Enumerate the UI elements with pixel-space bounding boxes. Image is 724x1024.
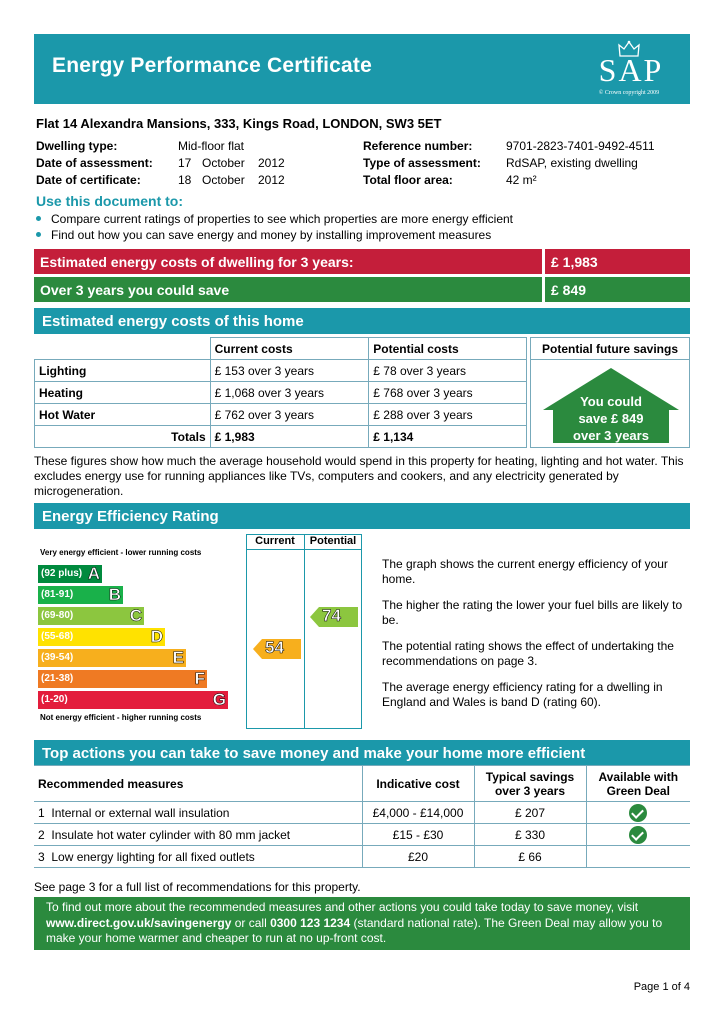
- date-assessment-label: Date of assessment:: [36, 156, 153, 170]
- rating-band-f: (21-38) F: [38, 670, 207, 688]
- page-title: Energy Performance Certificate: [52, 54, 372, 77]
- date-certificate-month: October: [202, 173, 245, 187]
- date-assessment-year: 2012: [258, 156, 285, 170]
- table-row: Lighting £ 153 over 3 years £ 78 over 3 years: [35, 360, 527, 382]
- list-item: Find out how you can save energy and money by installing improvement measures: [36, 228, 491, 242]
- col-indicative-cost: Indicative cost: [362, 766, 474, 802]
- potential-rating-arrow: [310, 607, 358, 627]
- list-item: Compare current ratings of properties to see which properties are more energy efficient: [36, 212, 513, 226]
- savings-arrow-text: You could save £ 849 over 3 years: [573, 394, 649, 443]
- rating-band-c: (69-80) C: [38, 607, 144, 625]
- table-row: 1 Internal or external wall insulation £4,000 - £14,000 £ 207: [34, 802, 690, 824]
- reference-label: Reference number:: [363, 139, 473, 153]
- reference-value: 9701-2823-7401-9492-4511: [506, 139, 655, 153]
- col-measures: Recommended measures: [34, 766, 362, 802]
- efficiency-text-4: The average energy efficiency rating for a dwelling in England and Wales is band D (rating 60).: [382, 680, 663, 709]
- efficiency-text-2: The higher the rating the lower your fuel bills are likely to be.: [382, 598, 683, 627]
- efficiency-heading: Energy Efficiency Rating: [34, 503, 690, 529]
- assessment-type-value: RdSAP, existing dwelling: [506, 156, 638, 170]
- dwelling-type-value: Mid-floor flat: [178, 139, 245, 153]
- bullet-icon: [36, 216, 41, 221]
- date-certificate-year: 2012: [258, 173, 285, 187]
- col-current-costs: Current costs: [210, 338, 369, 360]
- col-typical-savings: Typical savings over 3 years: [474, 766, 586, 802]
- actions-table: [34, 765, 690, 868]
- table-row: 2 Insulate hot water cylinder with 80 mm jacket £15 - £30 £ 330: [34, 824, 690, 846]
- rating-band-a: (92 plus) A: [38, 565, 102, 583]
- col-future-savings: Potential future savings: [531, 338, 689, 360]
- col-potential-costs: Potential costs: [369, 338, 527, 360]
- totals-potential: £ 1,134: [369, 426, 527, 448]
- sap-logo: [584, 38, 674, 100]
- floor-area-value: 42 m²: [506, 173, 537, 187]
- costs-note: These figures show how much the average household would spend in this property for heating, lighting and hot water. This excludes energy use for running appliances like TVs, computers and cookers, and any electricity generated by microgeneration.: [34, 454, 684, 498]
- rating-band-e: (39-54) E: [38, 649, 186, 667]
- green-deal-check-icon: [629, 804, 647, 822]
- costs-table: [34, 337, 527, 448]
- totals-current: £ 1,983: [210, 426, 369, 448]
- crown-copyright: © Crown copyright 2009: [598, 90, 660, 96]
- floor-area-label: Total floor area:: [363, 173, 453, 187]
- totals-label: Totals: [35, 426, 211, 448]
- page-number: Page 1 of 4: [633, 981, 690, 993]
- efficiency-chart: [34, 534, 362, 729]
- date-certificate-label: Date of certificate:: [36, 173, 141, 187]
- table-row: 3 Low energy lighting for all fixed outlets £20 £ 66: [34, 846, 690, 868]
- green-deal-check-icon: [629, 826, 647, 844]
- col-green-deal: Available with Green Deal: [586, 766, 690, 802]
- see-more-note: See page 3 for a full list of recommendations for this property.: [34, 880, 361, 894]
- rating-band-g: (1-20) G: [38, 691, 228, 709]
- sap-logo-text: SAP: [598, 52, 664, 88]
- table-row: Heating £ 1,068 over 3 years £ 768 over 3 years: [35, 382, 527, 404]
- table-row: [34, 766, 690, 802]
- table-row: Hot Water £ 762 over 3 years £ 288 over 3 years: [35, 404, 527, 426]
- col-current-rating: Current: [255, 535, 295, 547]
- phone-number: 0300 123 1234: [270, 915, 351, 930]
- rating-band-b: (81-91) B: [38, 586, 123, 604]
- actions-heading: Top actions you can take to save money and make your home more efficient: [34, 740, 690, 766]
- current-rating-arrow: [253, 639, 301, 659]
- use-document-title: Use this document to:: [36, 193, 184, 209]
- table-row: [35, 338, 527, 360]
- efficiency-text-1: The graph shows the current energy efficiency of your home.: [382, 557, 668, 586]
- dwelling-type-label: Dwelling type:: [36, 139, 118, 153]
- potential-rating-value: 74: [322, 606, 341, 625]
- estimated-cost-bar: Estimated energy costs of dwelling for 3 years:: [34, 249, 542, 274]
- col-potential-rating: Potential: [309, 535, 357, 547]
- info-box: To find out more about the recommended measures and other actions you could take today to save money, visit www.direct.gov.uk/savingenergy or call 0300 123 1234 (standard national rate). The Green Deal may allow you to make your home warmer and cheaper to run at no up-front cost.: [34, 897, 690, 950]
- inefficient-label: Not energy efficient - higher running costs: [40, 713, 202, 722]
- assessment-type-label: Type of assessment:: [363, 156, 481, 170]
- efficiency-text-3: The potential rating shows the effect of undertaking the recommendations on page 3.: [382, 639, 674, 668]
- efficient-label: Very energy efficient - lower running costs: [40, 548, 202, 557]
- date-certificate-day: 18: [178, 173, 192, 187]
- date-assessment-month: October: [202, 156, 245, 170]
- bullet-icon: [36, 232, 41, 237]
- table-row: [35, 426, 527, 448]
- property-address: Flat 14 Alexandra Mansions, 333, Kings Road, LONDON, SW3 5ET: [36, 116, 442, 131]
- date-assessment-day: 17: [178, 156, 192, 170]
- savingenergy-link[interactable]: www.direct.gov.uk/savingenergy: [46, 915, 232, 930]
- future-savings-box: [530, 337, 690, 448]
- current-rating-value: 54: [265, 638, 284, 657]
- estimated-cost-value: £ 1,983: [545, 249, 690, 274]
- saving-bar: Over 3 years you could save: [34, 277, 542, 302]
- certificate-header: [34, 34, 690, 104]
- costs-heading: Estimated energy costs of this home: [34, 308, 690, 334]
- saving-value: £ 849: [545, 277, 690, 302]
- rating-band-d: (55-68) D: [38, 628, 165, 646]
